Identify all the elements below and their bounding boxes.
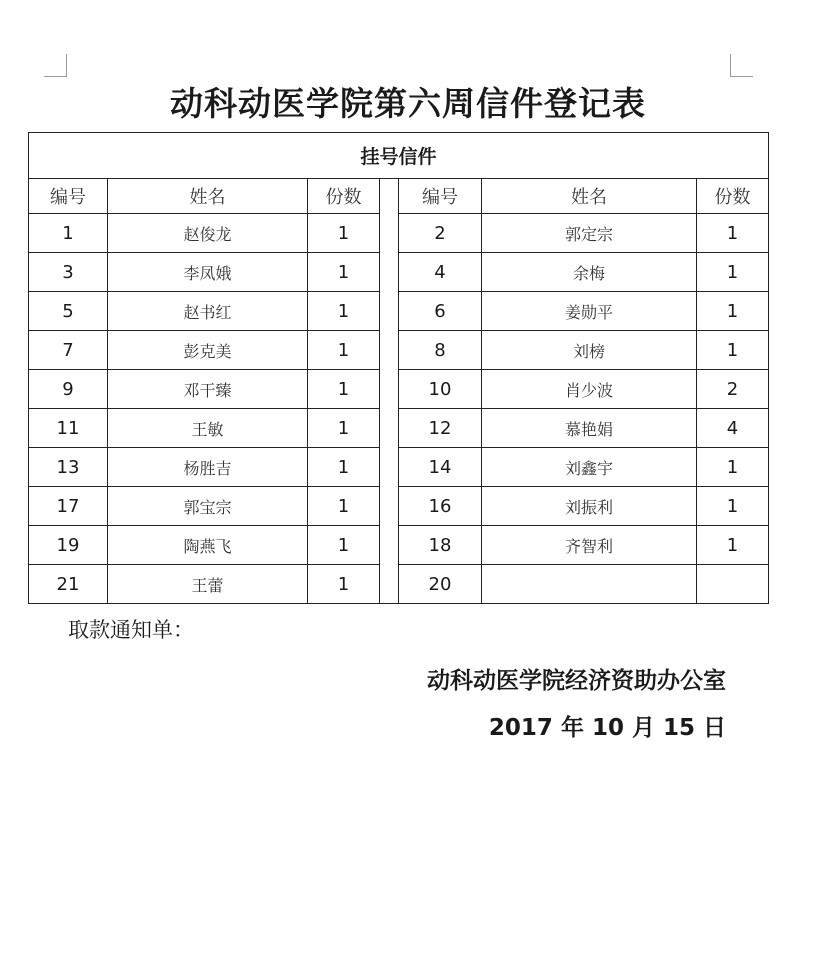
left-name-cell: 李凤娥: [108, 253, 308, 292]
left-count-cell: 1: [308, 370, 380, 409]
right-name-cell: 肖少波: [482, 370, 697, 409]
left-number-cell: 9: [29, 370, 108, 409]
left-number-cell: 17: [29, 487, 108, 526]
right-count-cell: 2: [697, 370, 769, 409]
issuing-office: 动科动医学院经济资助办公室: [427, 668, 726, 694]
right-number-cell: 14: [399, 448, 482, 487]
table-header-row: [29, 179, 769, 214]
left-name-cell: 王蕾: [108, 565, 308, 604]
right-count-cell: 1: [697, 253, 769, 292]
left-name-cell: 陶燕飞: [108, 526, 308, 565]
header-right-number: 编号: [399, 179, 482, 214]
right-count-cell: [697, 565, 769, 604]
left-name-cell: 郭宝宗: [108, 487, 308, 526]
left-count-cell: 1: [308, 331, 380, 370]
table-row: [29, 253, 769, 292]
left-count-cell: 1: [308, 409, 380, 448]
right-count-cell: 1: [697, 448, 769, 487]
left-count-cell: 1: [308, 253, 380, 292]
left-count-cell: 1: [308, 292, 380, 331]
table-row: [29, 409, 769, 448]
header-left-name: 姓名: [108, 179, 308, 214]
right-name-cell: 慕艳娟: [482, 409, 697, 448]
right-name-cell: 余梅: [482, 253, 697, 292]
right-count-cell: 1: [697, 292, 769, 331]
left-name-cell: 彭克美: [108, 331, 308, 370]
right-number-cell: 20: [399, 565, 482, 604]
left-number-cell: 21: [29, 565, 108, 604]
right-name-cell: 刘鑫宇: [482, 448, 697, 487]
left-count-cell: 1: [308, 487, 380, 526]
right-name-cell: [482, 565, 697, 604]
right-name-cell: 刘振利: [482, 487, 697, 526]
page-corner-mark-top-left: [44, 54, 67, 77]
table-row: [29, 487, 769, 526]
left-number-cell: 1: [29, 214, 108, 253]
right-number-cell: 12: [399, 409, 482, 448]
right-number-cell: 8: [399, 331, 482, 370]
right-count-cell: 4: [697, 409, 769, 448]
right-name-cell: 刘榜: [482, 331, 697, 370]
right-number-cell: 4: [399, 253, 482, 292]
table-caption-row: [29, 133, 769, 179]
right-number-cell: 16: [399, 487, 482, 526]
left-name-cell: 杨胜吉: [108, 448, 308, 487]
header-right-name: 姓名: [482, 179, 697, 214]
right-count-cell: 1: [697, 487, 769, 526]
right-name-cell: 齐智利: [482, 526, 697, 565]
right-number-cell: 6: [399, 292, 482, 331]
table-row: [29, 214, 769, 253]
header-left-count: 份数: [308, 179, 380, 214]
mail-registration-table: [28, 132, 769, 604]
left-number-cell: 5: [29, 292, 108, 331]
left-count-cell: 1: [308, 526, 380, 565]
table-row: [29, 526, 769, 565]
left-name-cell: 王敏: [108, 409, 308, 448]
right-number-cell: 10: [399, 370, 482, 409]
issue-date: 2017 年 10 月 15 日: [488, 715, 726, 741]
page-title: 动科动医学院第六周信件登记表: [170, 84, 646, 123]
table-row: [29, 331, 769, 370]
right-name-cell: 姜勋平: [482, 292, 697, 331]
right-name-cell: 郭定宗: [482, 214, 697, 253]
right-number-cell: 18: [399, 526, 482, 565]
left-number-cell: 11: [29, 409, 108, 448]
right-count-cell: 1: [697, 214, 769, 253]
column-separator: [380, 179, 399, 604]
table-row: [29, 370, 769, 409]
header-left-number: 编号: [29, 179, 108, 214]
left-number-cell: 7: [29, 331, 108, 370]
right-count-cell: 1: [697, 331, 769, 370]
left-count-cell: 1: [308, 448, 380, 487]
left-number-cell: 3: [29, 253, 108, 292]
withdrawal-notice-label: 取款通知单：: [68, 618, 194, 642]
table-row: [29, 565, 769, 604]
left-number-cell: 19: [29, 526, 108, 565]
left-name-cell: 邓干臻: [108, 370, 308, 409]
section-title: 挂号信件: [29, 133, 769, 179]
left-name-cell: 赵俊龙: [108, 214, 308, 253]
left-number-cell: 13: [29, 448, 108, 487]
table-row: [29, 448, 769, 487]
right-count-cell: 1: [697, 526, 769, 565]
left-count-cell: 1: [308, 214, 380, 253]
left-name-cell: 赵书红: [108, 292, 308, 331]
left-count-cell: 1: [308, 565, 380, 604]
table-row: [29, 292, 769, 331]
header-right-count: 份数: [697, 179, 769, 214]
page-corner-mark-top-right: [730, 54, 753, 77]
right-number-cell: 2: [399, 214, 482, 253]
